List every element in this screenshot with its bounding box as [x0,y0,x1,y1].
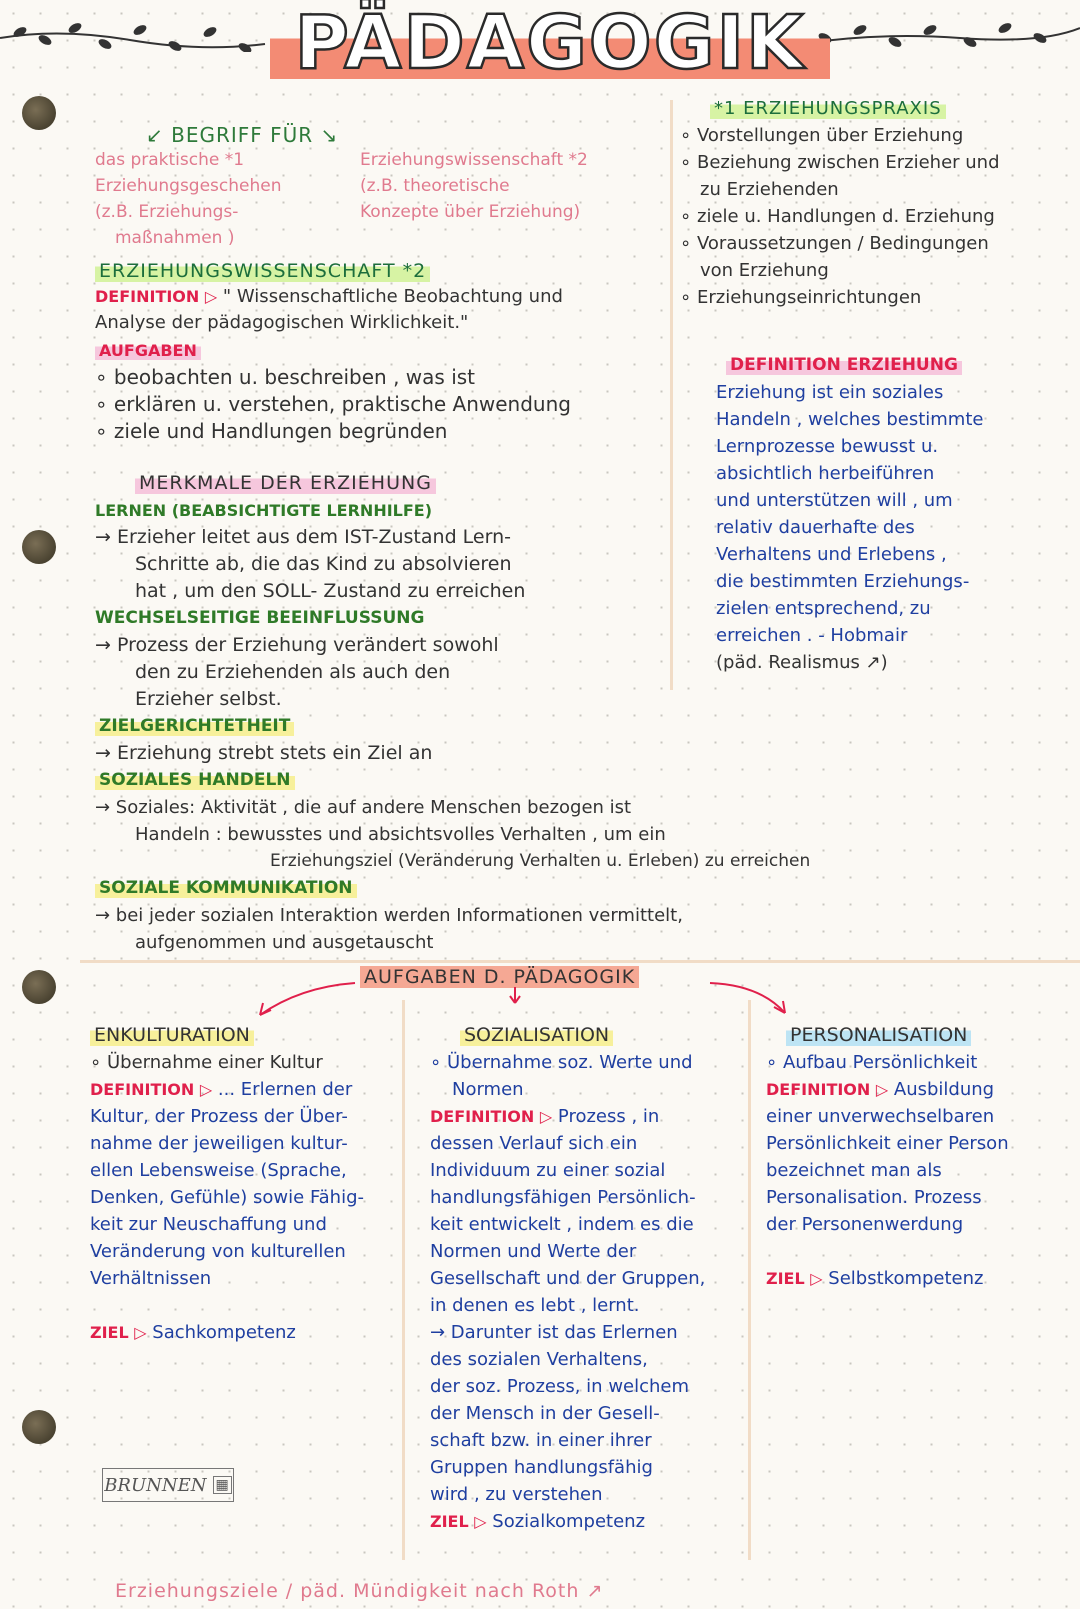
praxis-item: zu Erziehenden [700,179,839,200]
merkmal-lernen: LERNEN (BEABSICHTIGTE LERNHILFE) [95,501,433,520]
sozialisation-ziel: ZIEL ▷ Sozialkompetenz [430,1511,646,1532]
sozialisation-definition: DEFINITION ▷ Prozess , in [430,1106,660,1127]
enkulturation-definition: DEFINITION ▷ ... Erlernen der [90,1079,353,1100]
brunnen-logo: BRUNNEN ▦ [102,1468,234,1502]
arrow-left-icon: ↙ [146,123,172,147]
def-erziehung-block: DEFINITION ERZIEHUNG Erziehung ist ein soziales Handeln , welches bestimmte Lernprozesse bewusst u. absichtlich herbeiführen und unterstützen will , um relativ dauerhafte des Verhaltens und Erlebens , die bestimmten Erziehungs- zielen entsprechend, zu erreichen . - Hobmair (päd. Realismus ↗) [716,352,1076,676]
enkulturation-block: ENKULTURATION ∘ Übernahme einer Kultur DEFINITION ▷ ... Erlernen der Kultur, der Prozess der Über- nahme der jeweiligen kultur- ellen Lebensweise (Sprache, Denken, Gefühle) sowie Fähig- keit zur Neuschaffung und Veränderung von kulturellen Verhältnissen ZIEL ▷ Sachkompetenz [90,1022,400,1346]
begriff-right: Erziehungswissenschaft *2 (z.B. theoretische Konzepte über Erziehung) [360,150,588,222]
enkulturation-ziel: ZIEL ▷ Sachkompetenz [90,1322,296,1343]
aufgaben-item: ∘ ziele und Handlungen begründen [95,419,448,443]
merkmale-block: MERKMALE DER ERZIEHUNG LERNEN (BEABSICHTIGTE LERNHILFE) → Erzieher leitet aus dem IST-Zustand Lern- Schritte ab, die das Kind zu absolvieren hat , um den SOLL- Zustand zu erreichen WECHSELSEITIGE BEEINFLUSSUNG → Prozess der Erziehung verändert sowohl den zu Erziehenden als auch den Erzieher selbst. ZIELGERICHTETHEIT → Erziehung strebt stets ein Ziel an SOZIALES HANDELN → Soziales: Aktivität , die auf andere Menschen bezogen ist Handeln : bewusstes und absichtsvolles Verhalten , um ein Erziehungsziel (Veränderung Verhalten u. Erleben) zu erreichen SOZIALE KOMMUNIKATION → bei jeder sozialen Interaktion werden Informationen vermittelt, aufgenommen und ausgetauscht [95,470,1055,956]
enkulturation-bullet: ∘ Übernahme einer Kultur [90,1052,323,1073]
def-erziehung-heading: DEFINITION ERZIEHUNG [726,352,1076,379]
ezw-block: ERZIEHUNGSWISSENSCHAFT *2 DEFINITION ▷ " Wissenschaftliche Beobachtung und Analyse der pädagogischen Wirklichkeit." AUFGABEN ∘ beobachten u. beschreiben , was ist ∘ erklären u. verstehen, praktische Anwendung ∘ ziele und Handlungen begründen [95,258,675,445]
personalisation-heading: PERSONALISATION [786,1022,1076,1049]
merkmal-zielgerichtet: ZIELGERICHTETHEIT [95,713,1055,740]
binder-hole [22,530,56,564]
merkmal-sozial: SOZIALES HANDELN [95,767,1055,794]
praxis-item: ∘ Voraussetzungen / Bedingungen [680,233,989,254]
vine-decoration-left [0,18,270,52]
sozialisation-bullet: ∘ Übernahme soz. Werte und [430,1052,693,1073]
personalisation-definition: DEFINITION ▷ Ausbildung [766,1079,995,1100]
binder-hole [22,1410,56,1444]
begriff-left: das praktische *1 Erziehungsgeschehen (z.B. Erziehungs- maßnahmen ) [95,150,282,248]
aufgaben-paed-heading: AUFGABEN D. PÄDAGOGIK [360,964,639,990]
sozialisation-heading: SOZIALISATION [460,1022,745,1049]
ezw-heading: ERZIEHUNGSWISSENSCHAFT *2 [95,258,675,284]
binder-hole [22,970,56,1004]
merkmale-heading: MERKMALE DER ERZIEHUNG [135,470,1055,497]
enkulturation-heading: ENKULTURATION [90,1022,400,1049]
arrow-right-icon: ↘ [313,123,339,147]
begriff-heading: ↙ BEGRIFF FÜR ↘ [146,123,339,147]
binder-hole [22,96,56,130]
page-title: PÄDAGOGIK [270,0,830,86]
merkmal-kommunikation: SOZIALE KOMMUNIKATION [95,875,1055,902]
branch-arrows [240,975,810,1025]
praxis-block [680,96,1075,311]
merkmal-wechselseitig: WECHSELSEITIGE BEEINFLUSSUNG [95,608,425,628]
praxis-item: von Erziehung [700,260,829,281]
praxis-item: ∘ Erziehungseinrichtungen [680,287,922,308]
personalisation-block: PERSONALISATION ∘ Aufbau Persönlichkeit DEFINITION ▷ Ausbildung einer unverwechselbaren Persönlichkeit einer Person bezeichnet man als Personalisation. Prozess der Personenwerdung ZIEL ▷ Selbstkompetenz [766,1022,1076,1292]
aufgaben-item: ∘ beobachten u. beschreiben , was ist [95,365,476,389]
ezw-aufgaben-label: AUFGABEN [95,338,675,364]
personalisation-bullet: ∘ Aufbau Persönlichkeit [766,1052,978,1073]
horizontal-divider [80,960,1080,963]
column-divider [402,1000,405,1560]
sozialisation-block: SOZIALISATION ∘ Übernahme soz. Werte und Normen DEFINITION ▷ Prozess , in dessen Verlauf sich ein Individuum zu einer sozial handlungsfähigen Persönlich- keit entwickelt , indem es die Normen und Werte der Gesellschaft und der Gruppen, in denen es lebt , lernt. → Darunter ist das Erlernen des sozialen Verhaltens, der soz. Prozess, in welchem der Mensch in der Gesell- schaft bzw. in einer ihrer Gruppen handlungsfähig wird , zu verstehen ZIEL ▷ Sozialkompetenz [430,1022,745,1535]
praxis-item: ∘ Beziehung zwischen Erzieher und [680,152,1000,173]
vine-decoration-right [800,18,1080,52]
column-divider [748,1000,751,1560]
personalisation-ziel: ZIEL ▷ Selbstkompetenz [766,1268,984,1289]
aufgaben-item: ∘ erklären u. verstehen, praktische Anwendung [95,392,571,416]
brand-mark-icon: ▦ [213,1476,232,1494]
praxis-item: ∘ ziele u. Handlungen d. Erziehung [680,206,995,227]
ezw-definition: DEFINITION ▷ " Wissenschaftliche Beobachtung und [95,286,563,307]
praxis-heading: *1 ERZIEHUNGSPRAXIS [710,96,1075,122]
praxis-item: ∘ Vorstellungen über Erziehung [680,125,964,146]
footer-note: Erziehungsziele / päd. Mündigkeit nach Roth ↗ [115,1580,604,1602]
